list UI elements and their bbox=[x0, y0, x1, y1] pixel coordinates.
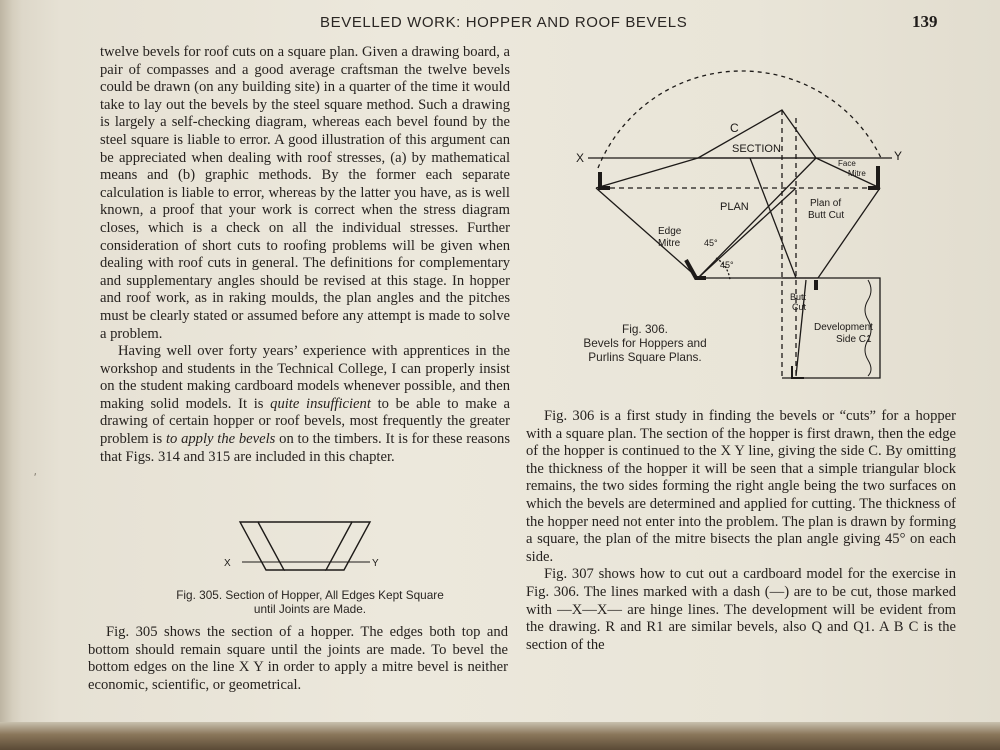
fig305-caption-line-2: until Joints are Made. bbox=[253, 602, 367, 616]
margin-pencil-mark: ʹ bbox=[34, 470, 37, 484]
page-bottom-edge bbox=[0, 722, 1000, 750]
fig306-caption-line-1: Bevels for Hoppers and bbox=[583, 336, 707, 350]
plan-left-edge bbox=[596, 188, 698, 278]
label-plan: PLAN bbox=[720, 201, 749, 213]
emphasis-quite-insufficient: quite insufficient bbox=[270, 395, 371, 412]
label-angle-45-a: 45° bbox=[704, 238, 718, 248]
right-paragraph-1: Fig. 306 is a first study in finding the bevels or “cuts” for a hopper with a square plan. The section of the hopper is first drawn, then the edge of the hopper is continued to the X Y line, giving the side C. By omitting the thickness of the hopper it will be seen that a simple triangular block remains, the two sides forming the right angle being the two surfaces on which the bevels are determined and applied for cutting. The thickness of the hopper need not enter into the problem. The plan is drawn by forming a square, the plan of the mitre bisects the plan angle giving 45° on each side. bbox=[526, 408, 956, 565]
label-side-c1: Side C1 bbox=[836, 334, 872, 345]
edge-mitre-marker-bottom bbox=[686, 260, 706, 278]
label-angle-45-b: 45° bbox=[720, 260, 734, 270]
right-column bbox=[526, 408, 956, 654]
label-c: C bbox=[730, 121, 739, 135]
label-plan-of: Plan of bbox=[810, 198, 842, 209]
left-paragraph-2-part-c: on to the timbers. It is for these reasons that Figs. 314 and 315 are included in this chapter. bbox=[100, 431, 511, 465]
hopper-right-side bbox=[326, 522, 370, 570]
fig305-caption bbox=[140, 588, 480, 616]
fig306-caption-fig: Fig. 306. bbox=[622, 322, 668, 336]
label-butt: Butt bbox=[790, 292, 807, 302]
left-paragraph-2 bbox=[100, 343, 510, 466]
label-development: Development bbox=[814, 322, 873, 333]
emphasis-apply-bevels: to apply the bevels bbox=[165, 431, 276, 448]
label-edge: Edge bbox=[658, 226, 682, 237]
fig305-caption-line-1: Fig. 305. Section of Hopper, All Edges Kept Square bbox=[176, 588, 444, 602]
fig305-label-y: Y bbox=[372, 558, 379, 569]
label-face: Face bbox=[838, 159, 856, 168]
label-section: SECTION bbox=[732, 143, 781, 155]
plan-top-edge bbox=[596, 158, 698, 188]
left-column-bottom bbox=[88, 624, 508, 694]
label-mitre: Mitre bbox=[848, 169, 866, 178]
label-cut: Cut bbox=[792, 302, 807, 312]
hopper-left-side bbox=[240, 522, 284, 570]
page-number: 139 bbox=[912, 12, 938, 31]
fig306-caption bbox=[570, 322, 720, 364]
label-y: Y bbox=[894, 149, 903, 163]
left-paragraph-1: twelve bevels for roof cuts on a square plan. Given a drawing board, a pair of compasses and a good average craftsman the twelve bevels could be drawn (on any building site) in a quarter of the time it would take to lay out the bevels by the steel square method. Such a drawing is largely a self-checking diagram, whereas each bevel found by the steel square is liable to error. A good illustration of this argument can be appreciated when dealing with roof stresses, (a) by mathematical means and (b) graphic methods. By the former each separate calculation is liable to error, whereas by the latter you have, as is well known, a proof that your work is correct when the stress diagram closes, which is a check on all the individual stresses. Further consideration of short cuts to roofing problems will be given when dealing with roof cuts in general. The definitions for complementary and supplementary angles should be revised at this stage. In hopper and roof work, as in raking moulds, the plan angles and the pitches must be clearly stated or assumed before any attempt is made to solve a problem. bbox=[100, 44, 510, 342]
left-column bbox=[100, 44, 510, 466]
page-spine-shadow bbox=[0, 0, 22, 750]
left-paragraph-2-part-a: Having well over forty years’ experience with apprentices in the workshop and students in the Technical College, I can properly insist on the student making cardboard models whenever possible, and then making solid models. It is bbox=[100, 343, 510, 412]
fig305-label-x: X bbox=[224, 558, 231, 569]
plan-square bbox=[596, 158, 816, 280]
label-butt-cut: Butt Cut bbox=[808, 210, 845, 221]
fig306-caption-line-2: Purlins Square Plans. bbox=[588, 350, 702, 364]
left-paragraph-2-part-b: to be able to make a drawing of certain hopper or roof bevels, most frequently the greater problem is bbox=[100, 395, 510, 448]
right-paragraph-2: Fig. 307 shows how to cut out a cardboard model for the exercise in Fig. 306. The lines marked with a dash (—) are to be cut, those marked with —X—X— are hinge lines. The development will be evident from the drawing. R and R1 are similar bevels, also Q and Q1. A B C is the section of the bbox=[526, 566, 956, 653]
label-x: X bbox=[576, 151, 585, 165]
figure-305 bbox=[220, 518, 390, 588]
development-corner-marker bbox=[792, 366, 804, 378]
left-paragraph-3: Fig. 305 shows the section of a hopper. The edges both top and bottom should remain square until the joints are made. To bevel the bottom edges on the line X Y in order to apply a mitre bevel is neither economic, scientific, or geometrical. bbox=[88, 624, 508, 693]
running-head: BEVELLED WORK: HOPPER AND ROOF BEVELS bbox=[320, 14, 688, 31]
label-edge-mitre: Mitre bbox=[658, 238, 681, 249]
